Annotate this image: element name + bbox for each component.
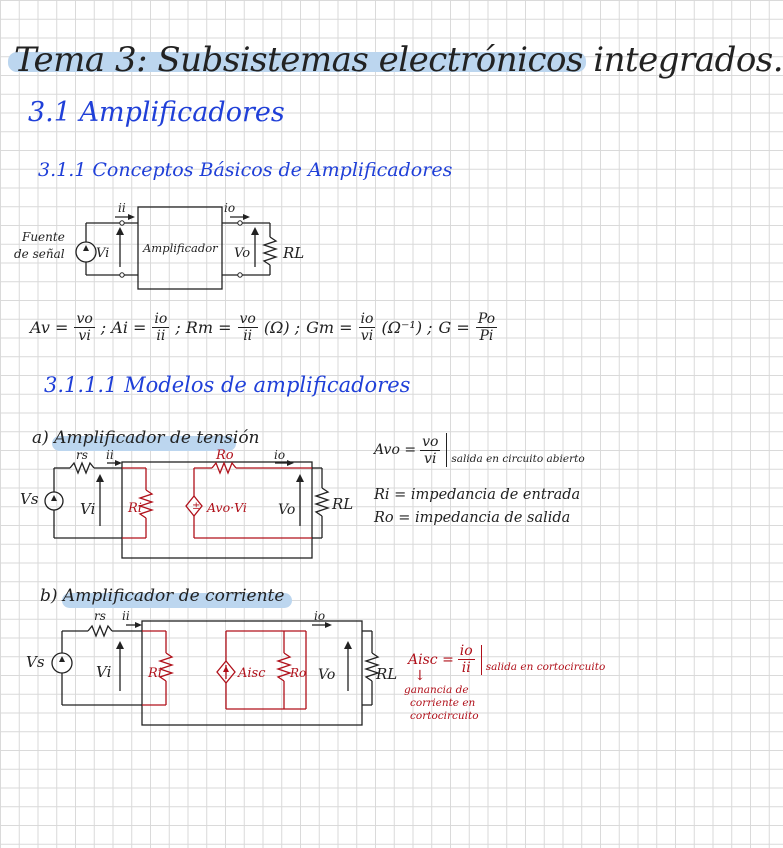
section-heading: 3.1 Amplificadores bbox=[28, 97, 285, 128]
vs-label: Vs bbox=[26, 653, 45, 671]
aisc-formula: Aisc = $\frac{io}{ii}$ salida en cortocircuito bbox=[408, 643, 606, 676]
block-label: Amplificador bbox=[143, 241, 218, 255]
vi-label: Vi bbox=[80, 500, 96, 518]
vi-label: Vi bbox=[96, 663, 112, 681]
ro-label: Ro bbox=[290, 666, 307, 680]
vi-label: Vi bbox=[96, 246, 110, 261]
src-label: Aisc bbox=[238, 666, 266, 681]
rl-label: RL bbox=[283, 244, 305, 262]
vo-label: Vo bbox=[234, 246, 251, 261]
src-label: Avo·Vi bbox=[207, 500, 247, 515]
amplifier-diagram bbox=[0, 195, 330, 295]
voltage-amplifier-circuit bbox=[0, 448, 360, 563]
vo-label: Vo bbox=[318, 667, 336, 683]
ii-label: ii bbox=[122, 609, 130, 623]
gain-equations: Av = $\frac{vo}{vi}$ ; Ai = $\frac{io}{ii}$ ; Rm = $\frac{vo}{ii}$ (Ω) ; Gm = $\frac{io}{vi}$ (Ω⁻¹) ; G = $\frac{Po}{Pi}$ bbox=[30, 311, 496, 344]
polarity-plus: ± bbox=[192, 501, 201, 512]
ri-label: Ri bbox=[148, 666, 162, 681]
ii-label: ii bbox=[106, 448, 114, 462]
ro-definition: Ro = impedancia de salida bbox=[374, 510, 571, 526]
model-a-heading: a) Amplificador de tensión bbox=[32, 428, 260, 448]
rl-label: RL bbox=[332, 495, 354, 513]
io-label: io bbox=[274, 448, 286, 462]
ri-label: Ri bbox=[128, 501, 142, 516]
subsection-heading: 3.1.1 Conceptos Básicos de Amplificadores bbox=[38, 159, 453, 181]
rs-label: rs bbox=[76, 448, 88, 462]
avo-formula: Avo = $\frac{vo}{vi}$ salida en circuito abierto bbox=[374, 433, 585, 467]
ri-definition: Ri = impedancia de entrada bbox=[374, 487, 581, 503]
source-label: Fuente bbox=[22, 230, 65, 244]
ii-label: ii bbox=[118, 201, 126, 215]
gain-note-2: corriente en bbox=[410, 697, 476, 709]
io-label: io bbox=[314, 609, 326, 623]
arrow-down: ↓ bbox=[414, 668, 426, 684]
rl-label: RL bbox=[376, 665, 398, 683]
io-label: io bbox=[224, 201, 236, 215]
model-b-heading: b) Amplificador de corriente bbox=[40, 586, 285, 606]
current-amplifier-circuit bbox=[0, 605, 400, 735]
gain-note-1: ganancia de bbox=[404, 684, 469, 696]
source-label-2: de señal bbox=[14, 247, 65, 261]
vs-label: Vs bbox=[20, 490, 39, 508]
gain-note-3: cortocircuito bbox=[410, 710, 479, 722]
subsubsection-heading: 3.1.1.1 Modelos de amplificadores bbox=[44, 373, 411, 397]
vo-label: Vo bbox=[278, 502, 296, 518]
rs-label: rs bbox=[94, 609, 106, 623]
page-title: Tema 3: Subsistemas electrónicos integrados. bbox=[14, 40, 783, 80]
ro-label: Ro bbox=[216, 448, 234, 463]
